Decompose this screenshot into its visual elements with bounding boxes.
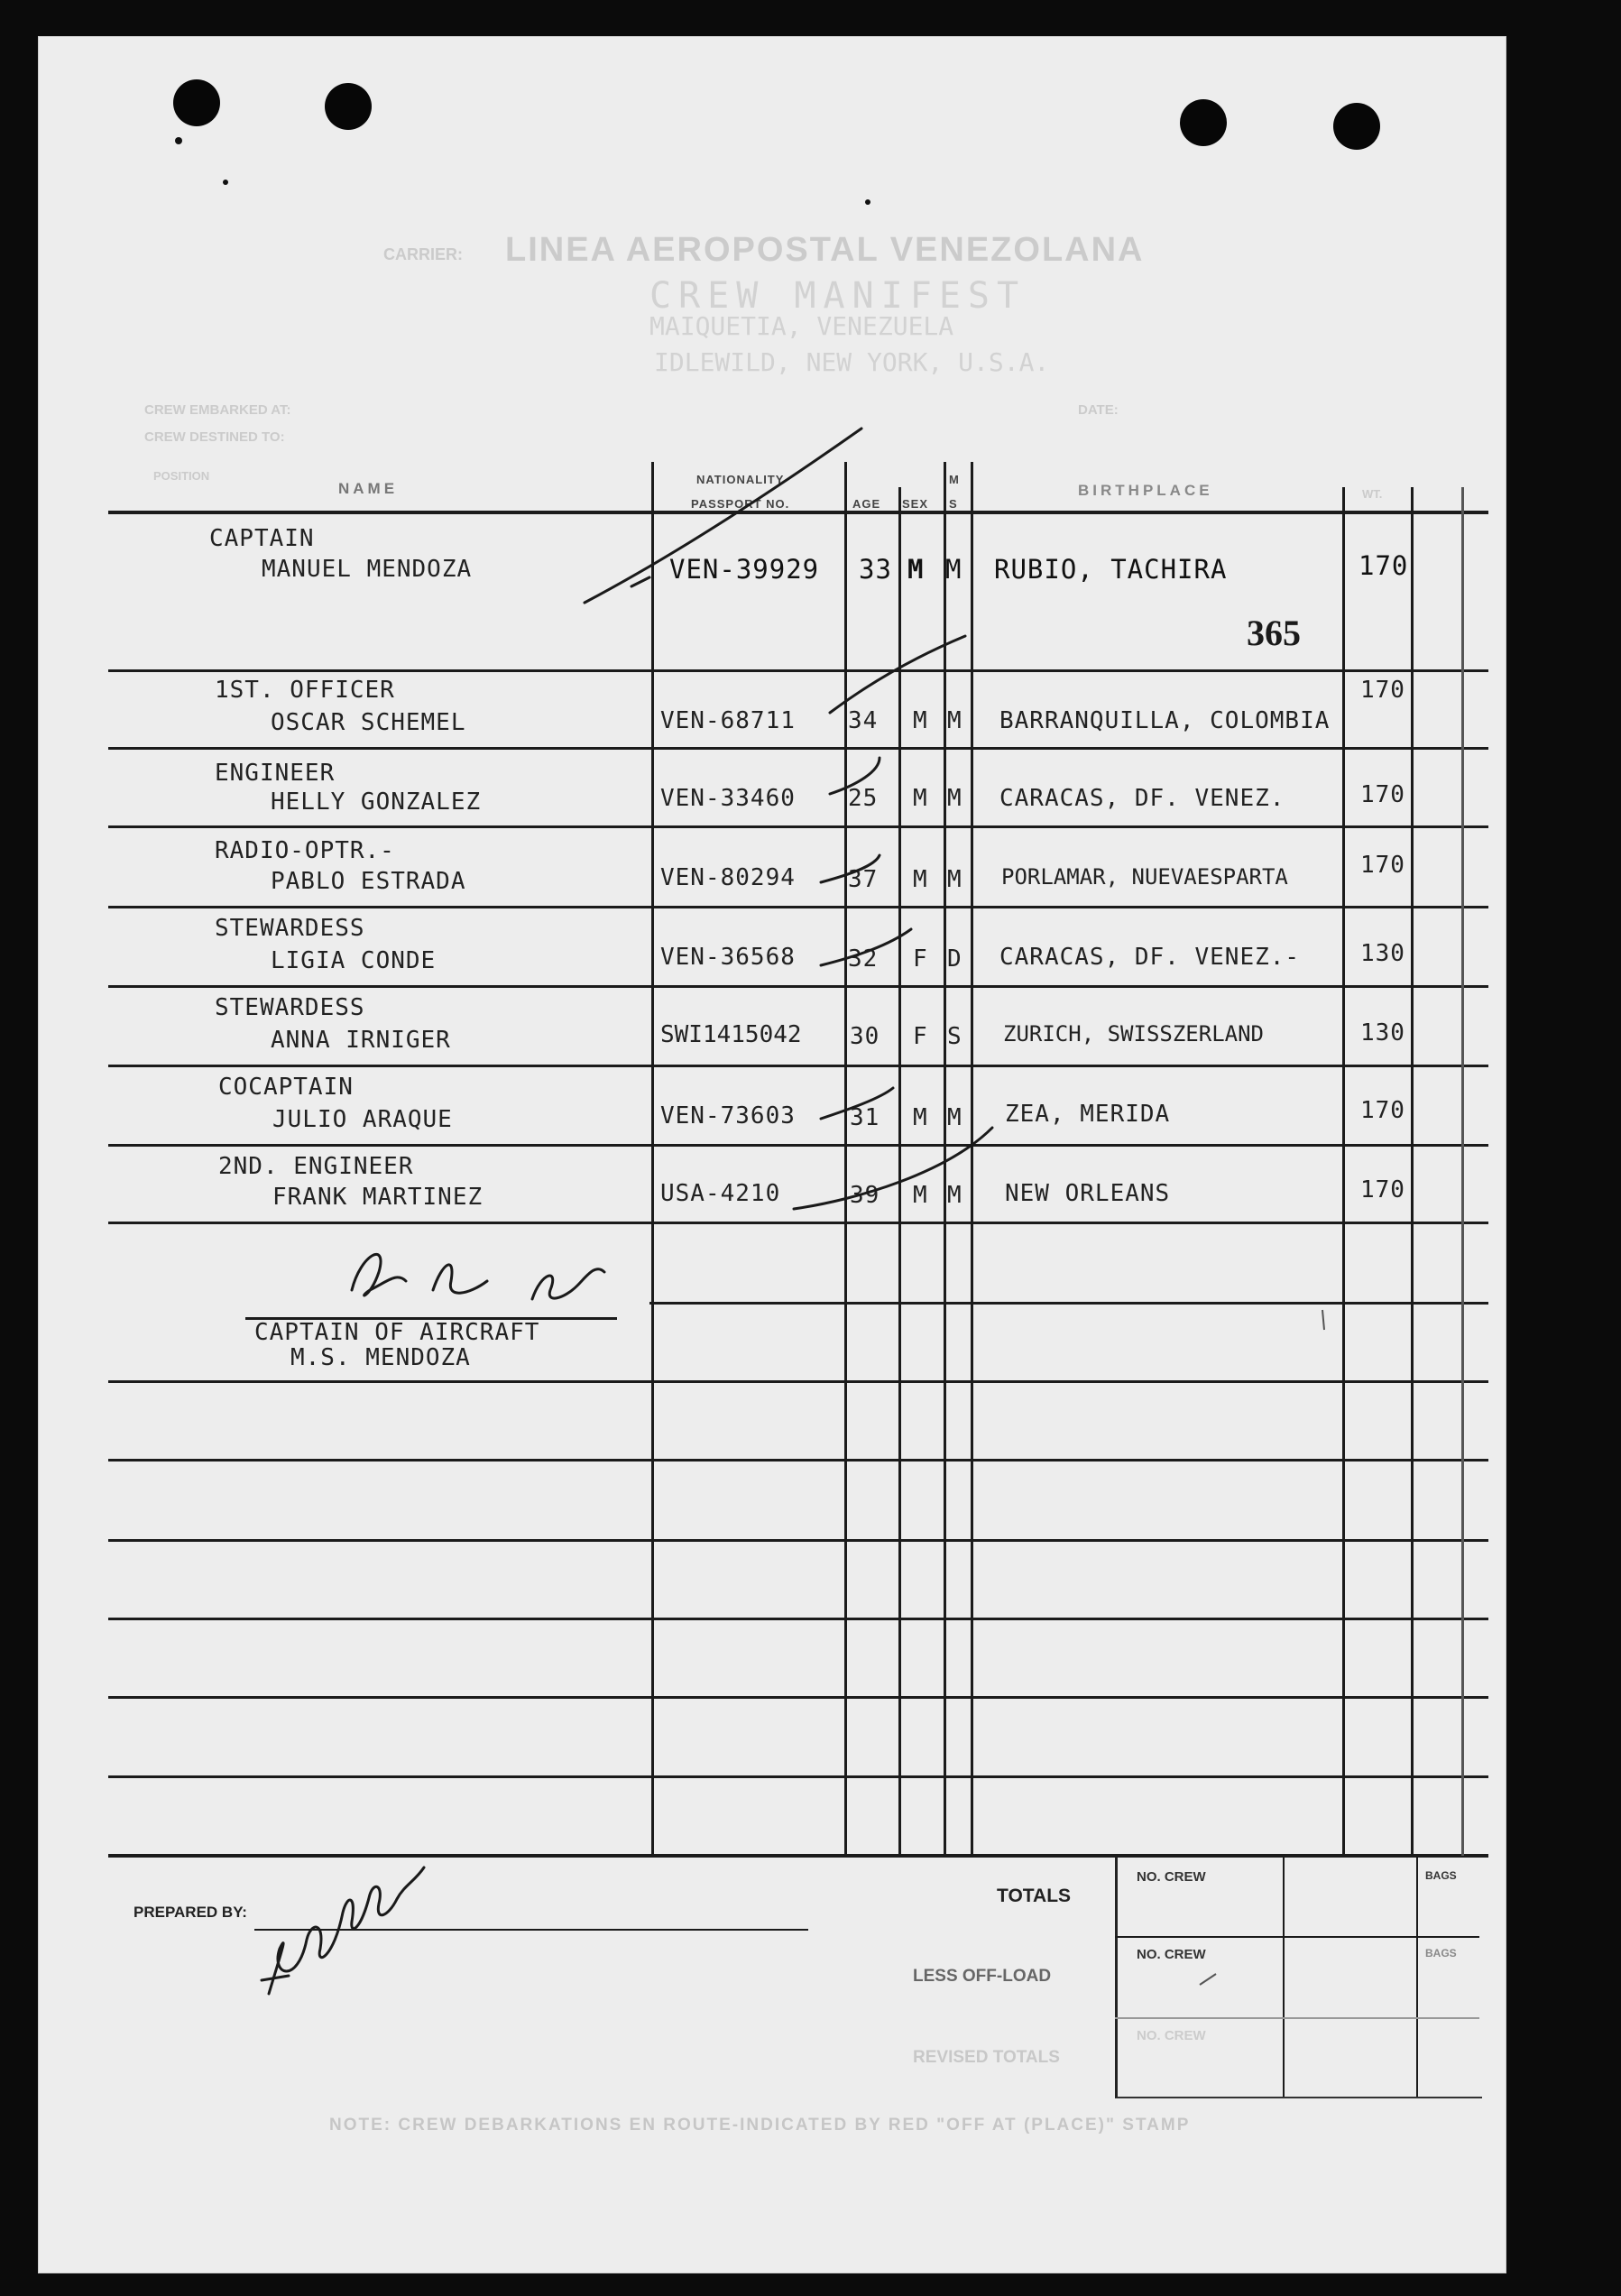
crew-age: 32 — [848, 945, 879, 973]
captain-name: M.S. MENDOZA — [290, 1344, 471, 1371]
crew-weight: 130 — [1360, 1019, 1405, 1047]
column-header-name: NAME — [338, 480, 399, 497]
crew-marital-status: M — [947, 707, 962, 734]
crew-age: 33 — [859, 554, 892, 585]
crew-age: 34 — [848, 707, 879, 734]
totals-label: TOTALS — [997, 1886, 1072, 1906]
crew-passport: USA-4210 — [660, 1180, 781, 1207]
date-label: DATE: — [1078, 402, 1119, 418]
crew-name: LIGIA CONDE — [271, 947, 437, 974]
stamp-number: 365 — [1247, 613, 1301, 653]
embarked-label: CREW EMBARKED AT: — [144, 402, 291, 418]
captain-signature — [352, 1254, 406, 1296]
crew-sex: F — [913, 945, 928, 973]
crew-position: 2ND. ENGINEER — [218, 1153, 414, 1180]
revised-totals-label: REVISED TOTALS — [913, 2048, 1060, 2067]
crew-passport: VEN-39929 — [669, 554, 820, 585]
column-header-position: POSITION — [153, 469, 210, 483]
form-title: CREW MANIFEST — [649, 275, 1027, 317]
preparer-signature — [269, 1867, 424, 1994]
crew-weight: 170 — [1359, 550, 1409, 581]
crew-birthplace: NEW ORLEANS — [1005, 1180, 1171, 1207]
crew-sex: M — [913, 1182, 928, 1209]
check-mark — [821, 855, 880, 882]
destined-label: CREW DESTINED TO: — [144, 429, 285, 445]
crew-position: ENGINEER — [215, 760, 336, 787]
crew-position: COCAPTAIN — [218, 1074, 354, 1101]
captain-title: CAPTAIN OF AIRCRAFT — [254, 1319, 540, 1346]
column-header-birthplace: BIRTHPLACE — [1078, 482, 1213, 499]
column-header-passport: PASSPORT NO. — [691, 497, 790, 511]
crew-birthplace: CARACAS, DF. VENEZ. — [999, 785, 1285, 812]
crew-weight: 170 — [1360, 852, 1405, 879]
crew-passport: VEN-33460 — [660, 785, 796, 812]
captain-signature — [433, 1265, 487, 1293]
crew-position: RADIO-OPTR.- — [215, 837, 395, 864]
crew-birthplace: ZEA, MERIDA — [1005, 1101, 1171, 1128]
crew-name: HELLY GONZALEZ — [271, 788, 482, 816]
crew-name: OSCAR SCHEMEL — [271, 709, 466, 736]
crew-weight: 170 — [1360, 677, 1405, 704]
crew-position: CAPTAIN — [209, 525, 315, 552]
crew-marital-status: S — [947, 1023, 962, 1050]
crew-passport: VEN-36568 — [660, 944, 796, 971]
crew-weight: 130 — [1360, 940, 1405, 967]
column-header-marital-bottom: S — [949, 497, 958, 511]
check-mark — [631, 577, 649, 586]
crew-passport: SWI1415042 — [660, 1021, 802, 1048]
no-crew-label: NO. CREW — [1137, 2028, 1206, 2043]
column-header-sex: SEX — [902, 497, 929, 511]
crew-sex: M — [913, 1104, 928, 1131]
check-mark — [794, 1128, 992, 1209]
header-faint-line-1: MAIQUETIA, VENEZUELA — [649, 311, 954, 341]
crew-marital-status: M — [947, 866, 962, 893]
crew-age: 37 — [848, 866, 879, 893]
check-mark — [821, 1088, 893, 1119]
crew-weight: 170 — [1360, 1176, 1405, 1203]
stray-mark — [175, 137, 182, 144]
crew-passport: VEN-73603 — [660, 1102, 796, 1130]
crew-marital-status: M — [945, 554, 962, 585]
crew-age: 31 — [850, 1104, 880, 1131]
carrier-name: LINEA AEROPOSTAL VENEZOLANA — [505, 231, 1145, 269]
stray-mark — [1200, 1974, 1216, 1985]
less-offload-label: LESS OFF-LOAD — [913, 1967, 1052, 1986]
captain-signature — [532, 1269, 604, 1299]
crew-weight: 170 — [1360, 781, 1405, 808]
crew-marital-status: M — [947, 785, 962, 812]
crew-sex: M — [913, 785, 928, 812]
check-mark — [585, 429, 861, 603]
stray-mark — [865, 199, 870, 205]
crew-name: MANUEL MENDOZA — [262, 556, 473, 583]
crew-sex: M — [907, 554, 925, 585]
check-mark — [821, 929, 911, 965]
crew-name: JULIO ARAQUE — [272, 1106, 453, 1133]
crew-age: 30 — [850, 1023, 880, 1050]
crew-passport: VEN-80294 — [660, 864, 796, 891]
crew-birthplace: ZURICH, SWISSZERLAND — [1003, 1021, 1264, 1047]
crew-sex: M — [913, 866, 928, 893]
header-faint-line-2: IDLEWILD, NEW YORK, U.S.A. — [654, 347, 1050, 377]
column-header-nationality: NATIONALITY — [696, 473, 785, 486]
column-header-marital-top: M — [949, 473, 960, 486]
stray-mark — [1322, 1310, 1324, 1330]
crew-marital-status: M — [947, 1104, 962, 1131]
crew-weight: 170 — [1360, 1097, 1405, 1124]
crew-marital-status: D — [947, 945, 962, 973]
crew-name: FRANK MARTINEZ — [272, 1184, 484, 1211]
column-header-age: AGE — [852, 497, 881, 511]
crew-sex: M — [913, 707, 928, 734]
no-crew-label: NO. CREW — [1137, 1869, 1206, 1885]
crew-name: PABLO ESTRADA — [271, 868, 466, 895]
crew-birthplace: PORLAMAR, NUEVAESPARTA — [1001, 864, 1288, 890]
bags-label: BAGS — [1425, 1869, 1457, 1882]
carrier-label: CARRIER: — [383, 245, 463, 263]
check-mark — [830, 758, 880, 794]
crew-position: STEWARDESS — [215, 915, 365, 942]
crew-position: STEWARDESS — [215, 994, 365, 1021]
crew-age: 25 — [848, 785, 879, 812]
footer-note: NOTE: CREW DEBARKATIONS EN ROUTE-INDICATED BY RED "OFF AT (PLACE)" STAMP — [329, 2116, 1191, 2135]
crew-birthplace: BARRANQUILLA, COLOMBIA — [999, 707, 1331, 734]
crew-name: ANNA IRNIGER — [271, 1027, 451, 1054]
crew-marital-status: M — [947, 1182, 962, 1209]
prepared-by-label: PREPARED BY: — [134, 1904, 247, 1921]
crew-sex: F — [913, 1023, 928, 1050]
stray-mark — [223, 180, 228, 185]
crew-position: 1ST. OFFICER — [215, 677, 395, 704]
crew-birthplace: RUBIO, TACHIRA — [994, 554, 1228, 585]
column-header-weight: WT. — [1362, 487, 1383, 501]
crew-age: 39 — [850, 1182, 880, 1209]
crew-passport: VEN-68711 — [660, 707, 796, 734]
no-crew-label: NO. CREW — [1137, 1947, 1206, 1962]
bags-label: BAGS — [1425, 1947, 1457, 1959]
crew-birthplace: CARACAS, DF. VENEZ.- — [999, 944, 1301, 971]
check-mark — [830, 636, 965, 713]
